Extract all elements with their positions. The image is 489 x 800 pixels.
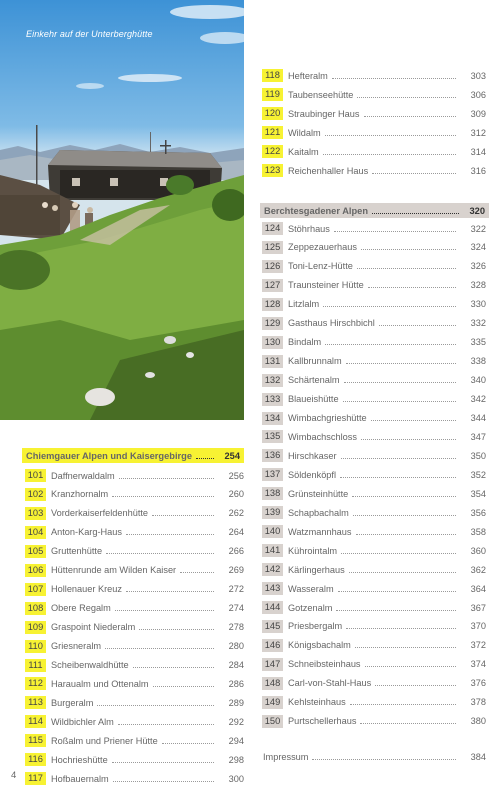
toc-entry[interactable] (25, 713, 244, 730)
entry-page: 324 (470, 242, 486, 253)
entry-title: Gotzenalm (288, 602, 333, 613)
toc-entry[interactable] (262, 713, 486, 730)
entry-page: 350 (470, 450, 486, 461)
toc-entry[interactable] (262, 656, 486, 673)
entry-title: Griesneralm (51, 641, 102, 652)
dot-leader (336, 609, 456, 611)
dot-leader (361, 438, 456, 440)
dot-leader (334, 230, 456, 232)
dot-leader (371, 419, 456, 421)
entry-title: Schneibsteinhaus (288, 659, 361, 670)
dot-leader (368, 286, 456, 288)
toc-entry[interactable] (25, 619, 244, 636)
entry-page: 264 (228, 527, 244, 538)
dot-leader (353, 514, 456, 516)
toc-entry[interactable] (262, 86, 486, 103)
entry-number: 126 (262, 260, 283, 273)
entry-number: 122 (262, 145, 283, 158)
entry-number: 113 (25, 696, 46, 709)
section-header-chiemgau[interactable] (22, 448, 244, 463)
entry-title: Stöhrhaus (288, 223, 330, 234)
entry-number: 125 (262, 241, 283, 254)
entry-number: 115 (25, 734, 46, 747)
toc-entry[interactable] (262, 296, 486, 313)
dot-leader (341, 552, 456, 554)
entry-title: Wimbachgrieshütte (288, 413, 367, 423)
dot-leader (344, 381, 456, 383)
entry-number: 101 (25, 469, 46, 482)
dot-leader (323, 305, 456, 307)
dot-leader (346, 627, 456, 629)
entry-page: 262 (228, 508, 244, 519)
entry-page: 354 (470, 488, 486, 499)
entry-number: 131 (262, 355, 283, 368)
toc-entry[interactable] (25, 751, 244, 768)
entry-number: 107 (25, 583, 46, 596)
entry-page: 280 (228, 641, 244, 652)
entry-page: 376 (470, 678, 486, 689)
dot-leader (106, 552, 214, 554)
entry-number: 143 (262, 582, 283, 595)
entry-number: 114 (25, 715, 46, 728)
toc-entry[interactable] (262, 353, 486, 370)
entry-number: 132 (262, 374, 283, 387)
entry-page: 294 (228, 735, 244, 746)
toc-entry[interactable] (262, 391, 486, 408)
entry-title: Kührointalm (288, 545, 338, 556)
entry-page: 289 (228, 697, 244, 708)
entry-title: Litzlalm (288, 299, 320, 310)
entry-page: 314 (470, 146, 486, 157)
entry-title: Graspoint Niederalm (51, 622, 136, 633)
entry-page: 292 (228, 716, 244, 727)
dot-leader (105, 647, 214, 649)
entry-page: 380 (470, 716, 486, 727)
entry-page: 372 (470, 640, 486, 651)
entry-title: Schapbachalm (288, 507, 349, 518)
entry-number: 110 (25, 640, 46, 653)
entry-number: 103 (25, 507, 46, 520)
dot-leader (119, 477, 214, 479)
toc-entry[interactable] (262, 485, 486, 502)
toc-entry[interactable] (262, 618, 486, 635)
dot-leader (379, 324, 456, 326)
entry-title: Straubinger Haus (288, 108, 360, 119)
entry-page: 269 (228, 565, 244, 576)
entry-number: 148 (262, 677, 283, 690)
entry-page: 344 (470, 413, 486, 423)
entry-title: Priesbergalm (288, 621, 343, 632)
entry-page: 338 (470, 356, 486, 367)
entry-page: 309 (470, 108, 486, 119)
dot-leader (365, 665, 456, 667)
photo-caption: Einkehr auf der Unterberghütte (26, 29, 153, 39)
section-title: Chiemgauer Alpen und Kaisergebirge (26, 450, 193, 461)
entry-page: 322 (470, 223, 486, 234)
photo-unterberghuette (0, 0, 244, 420)
section-header-berchtesgaden[interactable] (260, 203, 489, 218)
entry-title: Wildbichler Alm (51, 716, 114, 727)
dot-leader (357, 96, 456, 98)
entry-title: Kallbrunnalm (288, 356, 342, 367)
dot-leader (361, 248, 456, 250)
entry-title: Kehlsteinhaus (288, 697, 346, 708)
dot-leader (133, 666, 214, 668)
entry-title: Hollenauer Kreuz (51, 584, 122, 595)
dot-leader (372, 172, 456, 174)
toc-entry[interactable] (25, 675, 244, 692)
entry-title: Vorderkaiserfeldenhütte (51, 508, 149, 519)
entry-page: 306 (470, 89, 486, 100)
section-page: 320 (469, 205, 485, 216)
entry-number: 119 (262, 88, 283, 101)
toc-entry[interactable] (262, 258, 486, 275)
entry-title: Carl-von-Stahl-Haus (288, 678, 372, 689)
entry-title: Königsbachalm (288, 640, 351, 651)
entry-title: Zeppezauerhaus (288, 242, 357, 253)
dot-leader (126, 533, 214, 535)
toc-entry[interactable] (25, 505, 244, 522)
entry-page: 332 (470, 318, 486, 329)
entry-number: 118 (262, 69, 283, 82)
entry-page: 286 (228, 678, 244, 689)
entry-title: Hochrieshütte (51, 754, 108, 765)
entry-number: 108 (25, 602, 46, 615)
dot-leader (112, 761, 214, 763)
entry-page: 356 (470, 507, 486, 518)
entry-page: 352 (470, 469, 486, 480)
entry-title: Obere Regalm (51, 603, 111, 614)
dot-leader (153, 685, 214, 687)
entry-number: 144 (262, 601, 283, 614)
dot-leader (152, 514, 214, 516)
toc-entry[interactable] (25, 638, 244, 655)
toc-entry[interactable] (262, 561, 486, 578)
entry-number: 149 (262, 696, 283, 709)
toc-entry[interactable] (262, 372, 486, 389)
entry-page: 298 (228, 754, 244, 765)
dot-leader (352, 495, 456, 497)
entry-number: 145 (262, 620, 283, 633)
dot-leader (312, 758, 456, 760)
entry-number: 134 (262, 412, 283, 425)
entry-page: 330 (470, 299, 486, 310)
entry-title: Söldenköpfl (288, 469, 337, 480)
entry-number: 117 (25, 772, 46, 785)
entry-page: 364 (470, 583, 486, 594)
entry-title: Taubenseehütte (288, 89, 354, 100)
dot-leader (118, 723, 214, 725)
entry-number: 136 (262, 449, 283, 462)
entry-page: 384 (470, 751, 486, 762)
entry-page: 328 (470, 280, 486, 291)
entry-number: 138 (262, 487, 283, 500)
toc-entry[interactable] (262, 675, 486, 692)
toc-entry[interactable] (262, 504, 486, 521)
dot-leader (323, 153, 456, 155)
entry-page: 378 (470, 697, 486, 708)
dot-leader (113, 780, 214, 782)
entry-title: Hüttenrunde am Wilden Kaiser (51, 565, 177, 576)
toc-entry[interactable] (262, 67, 486, 84)
toc-entry[interactable] (262, 162, 486, 179)
toc-entry[interactable] (25, 657, 244, 674)
dot-leader (375, 684, 456, 686)
entry-number: 124 (262, 222, 283, 235)
entry-number: 128 (262, 298, 283, 311)
dot-leader (346, 362, 456, 364)
entry-page: 284 (228, 660, 244, 670)
dot-leader (332, 77, 456, 79)
dot-leader (360, 722, 456, 724)
toc-entry[interactable] (25, 694, 244, 711)
toc-entry[interactable] (262, 447, 486, 464)
entry-title: Kärlingerhaus (288, 564, 345, 575)
entry-page: 274 (228, 603, 244, 614)
toc-entry[interactable] (262, 315, 486, 332)
entry-number: 135 (262, 430, 283, 443)
entry-page: 256 (228, 470, 244, 481)
entry-title: Wasseralm (288, 583, 334, 594)
entry-number: 146 (262, 639, 283, 652)
entry-title: Bindalm (288, 337, 322, 348)
dot-leader (115, 609, 214, 611)
toc-entry[interactable] (262, 143, 486, 160)
entry-number: 127 (262, 279, 283, 292)
entry-number: 140 (262, 525, 283, 538)
toc-entry[interactable] (262, 580, 486, 597)
entry-page: 266 (228, 546, 244, 557)
landscape-illustration (0, 0, 244, 420)
entry-number: 111 (25, 659, 46, 672)
section-title: Berchtesgadener Alpen (264, 205, 369, 216)
entry-number: 123 (262, 164, 283, 177)
entry-number: 109 (25, 621, 46, 634)
dot-leader (372, 212, 459, 214)
toc-entry[interactable] (262, 542, 486, 559)
entry-title: Hofbauernalm (51, 773, 109, 784)
dot-leader (97, 704, 214, 706)
entry-number: 142 (262, 563, 283, 576)
entry-number: 147 (262, 658, 283, 671)
toc-entry-impressum[interactable] (263, 748, 486, 765)
entry-page: 326 (470, 261, 486, 272)
toc-entry[interactable] (25, 524, 244, 541)
dot-leader (180, 571, 214, 573)
entry-title: Grünsteinhütte (288, 488, 349, 499)
entry-title: Schärtenalm (288, 375, 340, 386)
dot-leader (364, 115, 457, 117)
page-number: 4 (11, 770, 17, 781)
entry-number: 112 (25, 677, 46, 690)
toc-entry[interactable] (262, 105, 486, 122)
entry-title: Watzmannhaus (288, 526, 352, 537)
entry-title: Kaitalm (288, 146, 319, 157)
entry-page: 374 (470, 659, 486, 670)
toc-entry[interactable] (262, 334, 486, 351)
dot-leader (355, 646, 456, 648)
entry-title: Toni-Lenz-Hütte (288, 261, 353, 272)
entry-title: Hirschkaser (288, 450, 337, 461)
entry-title: Hefteralm (288, 70, 328, 81)
entry-title: Scheibenwaldhütte (51, 660, 129, 670)
dot-leader (338, 590, 456, 592)
entry-title: Impressum (263, 751, 309, 762)
entry-title: Kranzhornalm (51, 489, 109, 500)
dot-leader (341, 457, 457, 459)
section-page: 254 (224, 450, 240, 461)
dot-leader (343, 400, 456, 402)
toc-entry[interactable] (25, 732, 244, 749)
entry-page: 362 (470, 564, 486, 575)
toc-entry[interactable] (262, 220, 486, 237)
toc-entry[interactable] (262, 637, 486, 654)
entry-page: 272 (228, 584, 244, 595)
entry-title: Blaueishütte (288, 394, 339, 405)
entry-page: 260 (228, 489, 244, 500)
toc-entry[interactable] (262, 277, 486, 294)
entry-title: Roßalm und Priener Hütte (51, 735, 158, 746)
dot-leader (139, 628, 214, 630)
left-page (0, 0, 244, 800)
entry-number: 133 (262, 393, 283, 406)
toc-entry[interactable] (262, 239, 486, 256)
dot-leader (357, 267, 456, 269)
toc-entry[interactable] (25, 467, 244, 484)
dot-leader (325, 343, 456, 345)
toc-entry[interactable] (262, 466, 486, 483)
dot-leader (356, 533, 457, 535)
toc-entry[interactable] (25, 581, 244, 598)
entry-title: Burgeralm (51, 697, 94, 708)
entry-number: 102 (25, 488, 46, 501)
toc-entry[interactable] (262, 428, 486, 445)
dot-leader (196, 457, 214, 459)
entry-page: 312 (470, 127, 486, 138)
dot-leader (325, 134, 456, 136)
entry-title: Haraualm und Ottenalm (51, 678, 149, 689)
toc-entry[interactable] (262, 410, 486, 427)
entry-page: 342 (470, 394, 486, 405)
entry-page: 367 (470, 602, 486, 613)
dot-leader (349, 571, 456, 573)
entry-number: 116 (25, 753, 46, 766)
dot-leader (162, 742, 214, 744)
entry-number: 105 (25, 545, 46, 558)
entry-number: 137 (262, 468, 283, 481)
entry-title: Traunsteiner Hütte (288, 280, 364, 291)
entry-page: 316 (470, 165, 486, 176)
entry-title: Anton-Karg-Haus (51, 527, 122, 538)
entry-title: Reichenhaller Haus (288, 165, 369, 176)
entry-page: 340 (470, 375, 486, 386)
entry-page: 300 (228, 773, 244, 784)
entry-page: 335 (470, 337, 486, 348)
entry-page: 370 (470, 621, 486, 632)
toc-entry[interactable] (25, 543, 244, 560)
entry-number: 106 (25, 564, 46, 577)
entry-title: Daffnerwaldalm (51, 470, 115, 481)
entry-number: 104 (25, 526, 46, 539)
entry-title: Wimbachschloss (288, 431, 357, 442)
entry-title: Purtschellerhaus (288, 716, 357, 727)
dot-leader (340, 476, 456, 478)
entry-title: Gruttenhütte (51, 546, 103, 557)
entry-title: Wildalm (288, 127, 321, 138)
entry-number: 120 (262, 107, 283, 120)
entry-number: 150 (262, 715, 283, 728)
dot-leader (350, 703, 456, 705)
entry-number: 141 (262, 544, 283, 557)
entry-number: 130 (262, 336, 283, 349)
toc-entry[interactable] (262, 599, 486, 616)
entry-page: 347 (470, 431, 486, 442)
toc-entry[interactable] (262, 124, 486, 141)
right-page (246, 0, 489, 800)
entry-number: 139 (262, 506, 283, 519)
entry-page: 358 (470, 526, 486, 537)
toc-entry[interactable] (25, 600, 244, 617)
entry-page: 360 (470, 545, 486, 556)
dot-leader (112, 495, 214, 497)
toc-entry[interactable] (262, 694, 486, 711)
entry-number: 129 (262, 317, 283, 330)
dot-leader (126, 590, 214, 592)
toc-entry[interactable] (25, 486, 244, 503)
entry-page: 303 (470, 70, 486, 81)
entry-title: Gasthaus Hirschbichl (288, 318, 375, 329)
entry-page: 278 (228, 622, 244, 633)
toc-entry[interactable] (25, 562, 244, 579)
entry-number: 121 (262, 126, 283, 139)
toc-entry[interactable] (25, 770, 244, 787)
toc-entry[interactable] (262, 523, 486, 540)
